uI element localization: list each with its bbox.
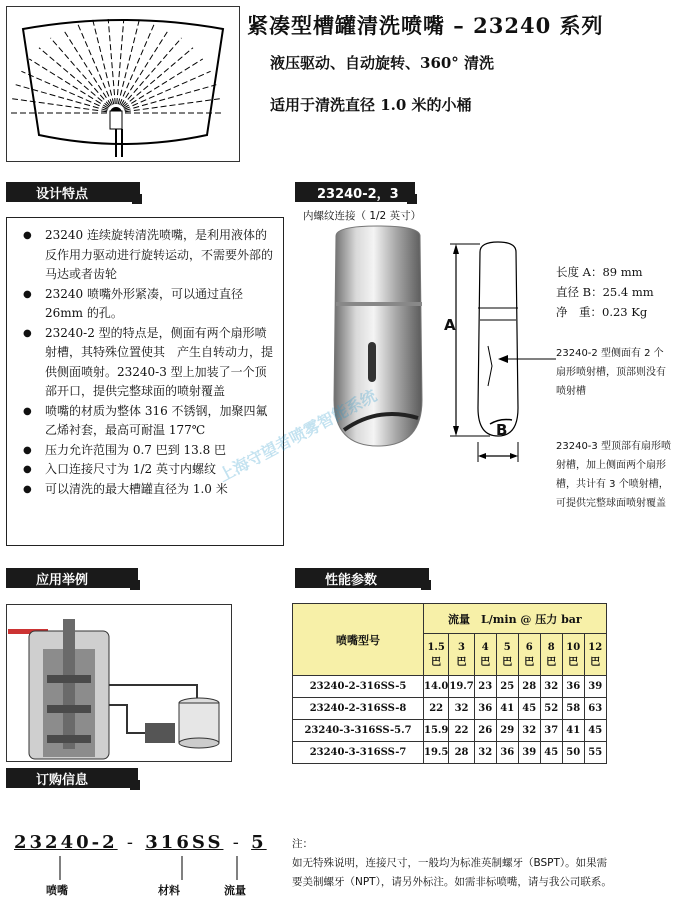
pressure-header-cell xyxy=(540,634,562,676)
flow-cell: 15.9 xyxy=(424,720,449,742)
spray-line xyxy=(116,99,220,113)
pressure-unit: 巴 xyxy=(456,656,467,668)
pressure-value: 12 xyxy=(588,641,603,653)
page-title: 紧凑型槽罐清洗喷嘴 – 23240 系列 xyxy=(247,13,604,38)
flow-cell: 45 xyxy=(518,698,540,720)
pressure-header-cell xyxy=(474,634,496,676)
order-code-flow: 5 xyxy=(251,832,267,853)
section-header-application: 应用举例 xyxy=(6,568,138,588)
section-header-ordering: 订购信息 xyxy=(6,768,138,788)
flow-cell: 32 xyxy=(540,676,562,698)
pressure-unit: 巴 xyxy=(480,656,491,668)
performance-table-wrap xyxy=(292,603,607,764)
flow-cell: 36 xyxy=(474,698,496,720)
pressure-value: 8 xyxy=(547,641,555,653)
spec-length: 长度 A：89 mm xyxy=(556,265,643,279)
pressure-unit: 巴 xyxy=(502,656,513,668)
feature-item: ● 压力允许范围为 0.7 巴到 13.8 巴 xyxy=(23,441,277,461)
feature-item: ● 23240 喷嘴外形紧凑，可以通过直径26mm 的孔。 xyxy=(23,285,277,324)
spec-diameter: 直径 B：25.4 mm xyxy=(556,285,654,299)
watermark: 上海守望者喷雾智能系统 xyxy=(215,386,380,486)
pressure-unit: 巴 xyxy=(431,656,442,668)
connection-label: 内螺纹连接（ 1/2 英寸） xyxy=(303,210,422,222)
flow-cell: 23 xyxy=(474,676,496,698)
subtitle-drive: 液压驱动、自动旋转、360° 清洗 xyxy=(270,54,495,72)
pressure-unit: 巴 xyxy=(546,656,557,668)
order-code-sep1: - xyxy=(126,832,136,853)
flow-cell: 26 xyxy=(474,720,496,742)
spec-weight: 净 重：0.23 Kg xyxy=(556,305,648,319)
model-cell: 23240-3-316SS-7 xyxy=(293,742,424,764)
notes-line2: 要美制螺牙（NPT），请另外标注。如需非标喷嘴，请与我公司联系。 xyxy=(292,876,612,888)
pressure-value: 1.5 xyxy=(427,641,445,653)
spray-line xyxy=(116,24,154,113)
order-code-pointers xyxy=(14,856,254,882)
callout-arrow xyxy=(498,350,558,362)
table-row xyxy=(293,698,607,720)
flow-cell: 19.7 xyxy=(449,676,474,698)
note-type-2: 23240-2 型侧面有 2 个扇形喷射槽，顶部则没有喷射槽 xyxy=(556,348,666,397)
pressure-value: 4 xyxy=(481,641,489,653)
pressure-value: 6 xyxy=(525,641,533,653)
flow-cell: 28 xyxy=(449,742,474,764)
order-code-nozzle: 23240-2 xyxy=(14,832,118,853)
flow-cell: 52 xyxy=(540,698,562,720)
flow-cell: 22 xyxy=(449,720,474,742)
spray-line xyxy=(12,99,116,113)
flow-cell: 19.5 xyxy=(424,742,449,764)
flow-cell: 55 xyxy=(584,742,606,764)
feature-item: ● 23240-2 型的特点是，侧面有两个扇形喷射槽，其特殊位置使其 产生自转动力，提供侧面喷射。23240-3 型上加装了一个顶部开口，提供完整球面的喷射覆盖 xyxy=(23,324,277,402)
tank-spray-illustration xyxy=(6,6,240,162)
spray-line xyxy=(39,48,116,113)
flow-cell: 32 xyxy=(474,742,496,764)
dimension-a-label: A xyxy=(444,316,456,334)
flow-cell: 22 xyxy=(424,698,449,720)
table-row xyxy=(293,676,607,698)
flow-cell: 14.0 xyxy=(424,676,449,698)
order-label-flow: 流量 xyxy=(224,884,246,897)
flow-cell: 36 xyxy=(496,742,518,764)
flow-cell: 39 xyxy=(584,676,606,698)
feature-item: ● 喷嘴的材质为整体 316 不锈钢，加聚四氟乙烯衬套，最高可耐温 177℃ xyxy=(23,402,277,441)
pressure-header-cell xyxy=(584,634,606,676)
model-cell: 23240-3-316SS-5.7 xyxy=(293,720,424,742)
flow-header: 流量 L/min @ 压力 bar xyxy=(424,604,607,634)
pressure-value: 3 xyxy=(458,641,466,653)
section-header-performance: 性能参数 xyxy=(295,568,429,588)
pressure-header-cell xyxy=(518,634,540,676)
model-cell: 23240-2-316SS-5 xyxy=(293,676,424,698)
order-label-material: 材料 xyxy=(158,884,180,897)
flow-cell: 45 xyxy=(584,720,606,742)
table-row xyxy=(293,720,607,742)
section-header-design: 设计特点 xyxy=(6,182,140,202)
pressure-value: 10 xyxy=(566,641,581,653)
flow-cell: 58 xyxy=(562,698,584,720)
notes xyxy=(292,835,672,892)
flow-cell: 32 xyxy=(518,720,540,742)
flow-cell: 39 xyxy=(518,742,540,764)
features-box xyxy=(6,217,284,546)
flow-cell: 63 xyxy=(584,698,606,720)
flow-cell: 41 xyxy=(562,720,584,742)
order-code-material: 316SS xyxy=(145,832,224,853)
spray-line xyxy=(29,59,116,113)
flow-cell: 32 xyxy=(449,698,474,720)
notes-line1: 如无特殊说明，连接尺寸，一般均为标准英制螺牙（BSPT）。如果需 xyxy=(292,857,608,869)
pressure-unit: 巴 xyxy=(590,656,601,668)
pressure-header-cell xyxy=(562,634,584,676)
flow-cell: 45 xyxy=(540,742,562,764)
pressure-header-cell xyxy=(496,634,518,676)
flow-cell: 28 xyxy=(518,676,540,698)
flow-cell: 36 xyxy=(562,676,584,698)
flow-cell: 37 xyxy=(540,720,562,742)
spray-line xyxy=(116,59,203,113)
application-illustration xyxy=(6,604,232,762)
spray-line xyxy=(116,48,193,113)
performance-table xyxy=(292,603,607,764)
order-code xyxy=(14,832,267,853)
spec-list xyxy=(556,262,654,322)
flow-cell: 50 xyxy=(562,742,584,764)
pressure-unit: 巴 xyxy=(524,656,535,668)
order-label-nozzle: 喷嘴 xyxy=(46,884,68,897)
notes-heading: 注： xyxy=(292,838,313,850)
feature-item: ● 可以清洗的最大槽罐直径为 1.0 米 xyxy=(23,480,277,500)
subtitle-application: 适用于清洗直径 1.0 米的小桶 xyxy=(270,96,472,114)
pressure-value: 5 xyxy=(503,641,511,653)
feature-item: ● 入口连接尺寸为 1/2 英寸内螺纹 xyxy=(23,460,277,480)
flow-cell: 25 xyxy=(496,676,518,698)
section-header-model: 23240-2，3 xyxy=(295,182,415,202)
model-cell: 23240-2-316SS-8 xyxy=(293,698,424,720)
feature-item: ● 23240 连续旋转清洗喷嘴，是利用液体的反作用力驱动进行旋转运动，不需要外部的马达或者齿轮 xyxy=(23,226,277,285)
pressure-header-cell xyxy=(449,634,474,676)
table-row xyxy=(293,742,607,764)
dimension-b-label: B xyxy=(496,421,508,439)
spray-line xyxy=(78,24,116,113)
flow-cell: 41 xyxy=(496,698,518,720)
pressure-unit: 巴 xyxy=(568,656,579,668)
order-code-sep2: - xyxy=(232,832,242,853)
model-header: 喷嘴型号 xyxy=(293,604,424,676)
note-type-3: 23240-3 型顶部有扇形喷射槽，加上侧面两个扇形槽，共计有 3 个喷射槽，可提供完整球面喷射覆盖 xyxy=(556,441,671,509)
pressure-header-cell xyxy=(424,634,449,676)
flow-cell: 29 xyxy=(496,720,518,742)
